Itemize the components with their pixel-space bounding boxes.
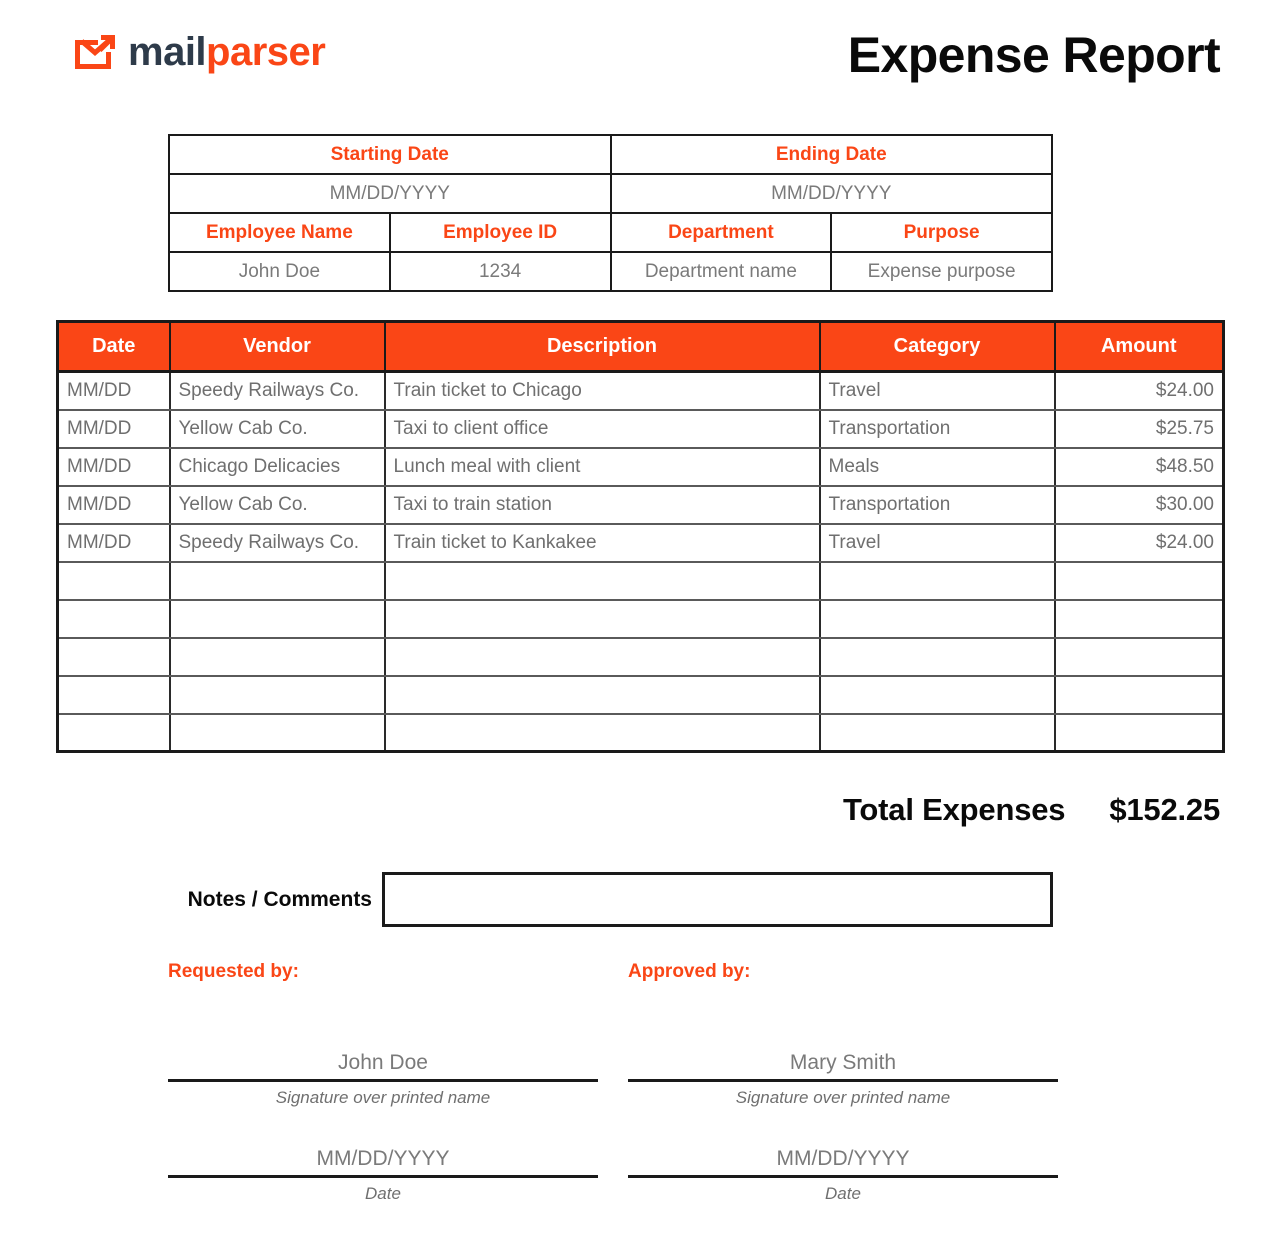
cell-description[interactable] (385, 562, 820, 600)
department-value[interactable]: Department name (611, 252, 832, 291)
expense-table-body (58, 372, 1224, 752)
table-row (58, 524, 1224, 562)
cell-category[interactable] (820, 638, 1055, 676)
total-expenses-value: $152.25 (1109, 792, 1220, 827)
purpose-value[interactable]: Expense purpose (831, 252, 1052, 291)
total-expenses-label: Total Expenses (843, 792, 1066, 827)
cell-date[interactable]: MM/DD (58, 486, 170, 524)
table-row-empty (58, 600, 1224, 638)
ending-date-label: Ending Date (611, 135, 1053, 174)
notes-input[interactable] (382, 872, 1053, 927)
cell-category[interactable]: Transportation (820, 486, 1055, 524)
requested-by-name-caption: Signature over printed name (275, 1088, 491, 1108)
employee-id-label: Employee ID (390, 213, 611, 252)
cell-vendor[interactable] (170, 714, 385, 752)
employee-name-value[interactable]: John Doe (169, 252, 390, 291)
cell-date[interactable] (58, 638, 170, 676)
cell-category[interactable]: Travel (820, 524, 1055, 562)
approved-by-signature-block (628, 1050, 1058, 1109)
cell-category[interactable]: Transportation (820, 410, 1055, 448)
employee-name-label: Employee Name (169, 213, 390, 252)
brand-wordmark (128, 32, 325, 72)
purpose-label: Purpose (831, 213, 1052, 252)
cell-date[interactable]: MM/DD (58, 524, 170, 562)
notes-label: Notes / Comments (187, 888, 372, 911)
table-row-empty (58, 638, 1224, 676)
requested-by-name[interactable]: John Doe (338, 1051, 428, 1074)
requested-by-date[interactable]: MM/DD/YYYY (316, 1147, 450, 1170)
cell-vendor[interactable]: Yellow Cab Co. (170, 410, 385, 448)
starting-date-value[interactable]: MM/DD/YYYY (169, 174, 611, 213)
cell-amount[interactable]: $48.50 (1055, 448, 1224, 486)
column-header-amount: Amount (1055, 322, 1224, 372)
cell-description[interactable]: Lunch meal with client (385, 448, 820, 486)
cell-vendor[interactable] (170, 638, 385, 676)
cell-description[interactable] (385, 676, 820, 714)
requested-by-date-caption: Date (365, 1184, 401, 1204)
cell-category[interactable] (820, 714, 1055, 752)
table-row (58, 410, 1224, 448)
envelope-arrow-icon (72, 32, 118, 72)
cell-date[interactable]: MM/DD (58, 448, 170, 486)
table-row-empty (58, 676, 1224, 714)
cell-category[interactable] (820, 562, 1055, 600)
requested-by-signature-block (168, 1050, 598, 1109)
ending-date-value[interactable]: MM/DD/YYYY (611, 174, 1053, 213)
requested-by-date-block (168, 1146, 598, 1205)
cell-amount[interactable]: $30.00 (1055, 486, 1224, 524)
column-header-vendor: Vendor (170, 322, 385, 372)
cell-description[interactable]: Taxi to train station (385, 486, 820, 524)
cell-date[interactable]: MM/DD (58, 410, 170, 448)
cell-vendor[interactable] (170, 562, 385, 600)
table-row (58, 486, 1224, 524)
table-row (58, 372, 1224, 410)
cell-amount[interactable] (1055, 600, 1224, 638)
approved-by-name[interactable]: Mary Smith (789, 1051, 897, 1074)
approved-by-date-caption: Date (825, 1184, 861, 1204)
department-label: Department (611, 213, 832, 252)
cell-description[interactable]: Train ticket to Kankakee (385, 524, 820, 562)
column-header-category: Category (820, 322, 1055, 372)
cell-vendor[interactable]: Speedy Railways Co. (170, 372, 385, 410)
starting-date-label: Starting Date (169, 135, 611, 174)
cell-date[interactable]: MM/DD (58, 372, 170, 410)
approved-by-name-caption: Signature over printed name (735, 1088, 951, 1108)
approved-by-date-block (628, 1146, 1058, 1205)
requested-by-column (168, 961, 598, 1204)
table-row (169, 252, 1052, 291)
report-info-table (168, 134, 1053, 292)
expense-items-table (56, 320, 1225, 753)
cell-category[interactable]: Travel (820, 372, 1055, 410)
table-row (169, 174, 1052, 213)
requested-by-heading: Requested by: (168, 961, 299, 982)
cell-category[interactable]: Meals (820, 448, 1055, 486)
cell-category[interactable] (820, 600, 1055, 638)
cell-amount[interactable]: $24.00 (1055, 372, 1224, 410)
cell-vendor[interactable] (170, 676, 385, 714)
approved-by-heading: Approved by: (628, 961, 751, 982)
column-header-date: Date (58, 322, 170, 372)
table-row (58, 448, 1224, 486)
notes-section (168, 872, 1053, 927)
brand-word-parser: parser (206, 30, 326, 74)
cell-amount[interactable]: $25.75 (1055, 410, 1224, 448)
cell-amount[interactable] (1055, 714, 1224, 752)
cell-amount[interactable] (1055, 562, 1224, 600)
column-header-description: Description (385, 322, 820, 372)
total-expenses-row (843, 792, 1220, 828)
cell-amount[interactable] (1055, 638, 1224, 676)
cell-date[interactable] (58, 562, 170, 600)
cell-vendor[interactable]: Chicago Delicacies (170, 448, 385, 486)
table-row-empty (58, 562, 1224, 600)
approved-by-date[interactable]: MM/DD/YYYY (776, 1147, 910, 1170)
cell-description[interactable] (385, 714, 820, 752)
cell-description[interactable]: Train ticket to Chicago (385, 372, 820, 410)
cell-amount[interactable]: $24.00 (1055, 524, 1224, 562)
approved-by-column (628, 961, 1058, 1204)
cell-amount[interactable] (1055, 676, 1224, 714)
table-row (169, 213, 1052, 252)
page-title: Expense Report (847, 27, 1220, 83)
cell-description[interactable] (385, 600, 820, 638)
brand-logo (72, 26, 325, 78)
cell-description[interactable]: Taxi to client office (385, 410, 820, 448)
cell-vendor[interactable] (170, 600, 385, 638)
signature-section (168, 962, 1053, 1212)
cell-vendor[interactable]: Yellow Cab Co. (170, 486, 385, 524)
cell-date[interactable] (58, 600, 170, 638)
cell-description[interactable] (385, 638, 820, 676)
cell-category[interactable] (820, 676, 1055, 714)
cell-vendor[interactable]: Speedy Railways Co. (170, 524, 385, 562)
cell-date[interactable] (58, 714, 170, 752)
employee-id-value[interactable]: 1234 (390, 252, 611, 291)
cell-date[interactable] (58, 676, 170, 714)
expense-table-header-row (58, 322, 1224, 372)
table-row (169, 135, 1052, 174)
brand-word-mail: mail (128, 30, 207, 74)
table-row-empty (58, 714, 1224, 752)
